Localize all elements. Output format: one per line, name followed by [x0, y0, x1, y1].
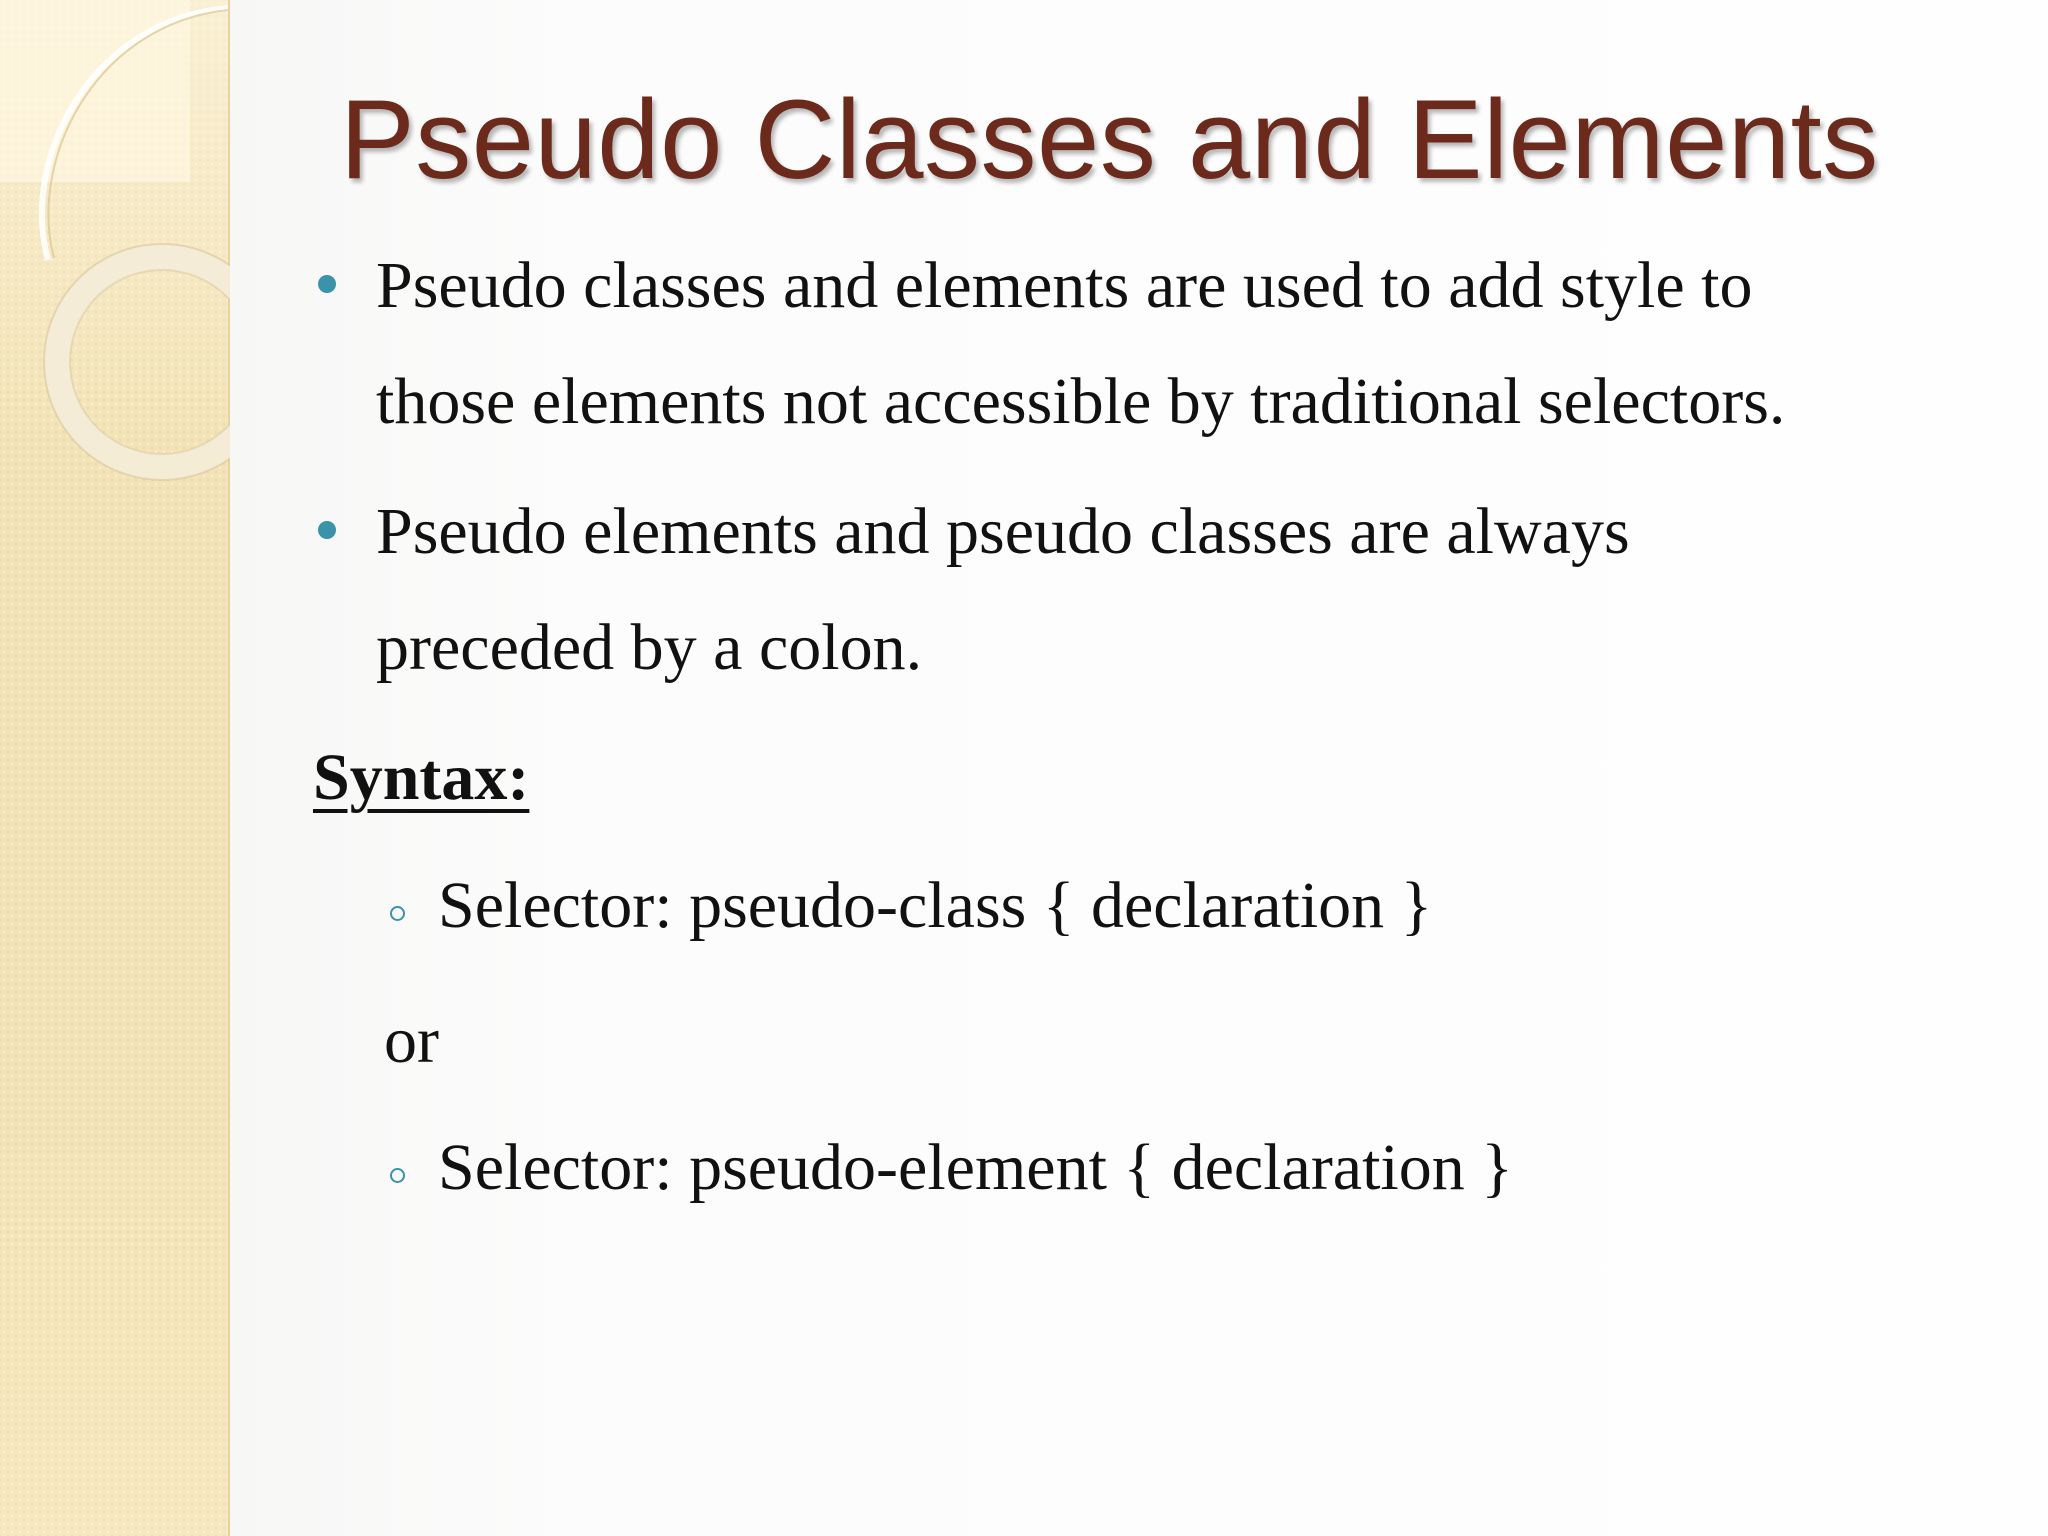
bullet-line: Pseudo classes and elements are used to add style to [376, 249, 1753, 322]
ring-bullet-icon [390, 906, 405, 921]
bullet-dot-icon [318, 275, 336, 293]
syntax-item [438, 868, 1432, 944]
syntax-item-text: Selector: pseudo-class { declaration } [438, 869, 1433, 942]
bullet-item [376, 474, 1876, 706]
bullet-line: those elements not accessible by traditional selectors. [376, 365, 1786, 438]
bullet-dot-icon [318, 521, 336, 539]
syntax-heading: Syntax: [313, 741, 530, 814]
slide-title: Pseudo Classes and Elements [340, 77, 1879, 202]
ring-bullet-icon [390, 1168, 405, 1183]
syntax-item-text: Selector: pseudo-element { declaration } [438, 1131, 1513, 1204]
or-text: or [384, 1004, 439, 1077]
decorative-rings [0, 0, 260, 520]
syntax-item [438, 1130, 1513, 1206]
bullet-line: preceded by a colon. [376, 611, 923, 684]
bullet-item [376, 228, 1876, 460]
bullet-line: Pseudo elements and pseudo classes are always [376, 495, 1630, 568]
